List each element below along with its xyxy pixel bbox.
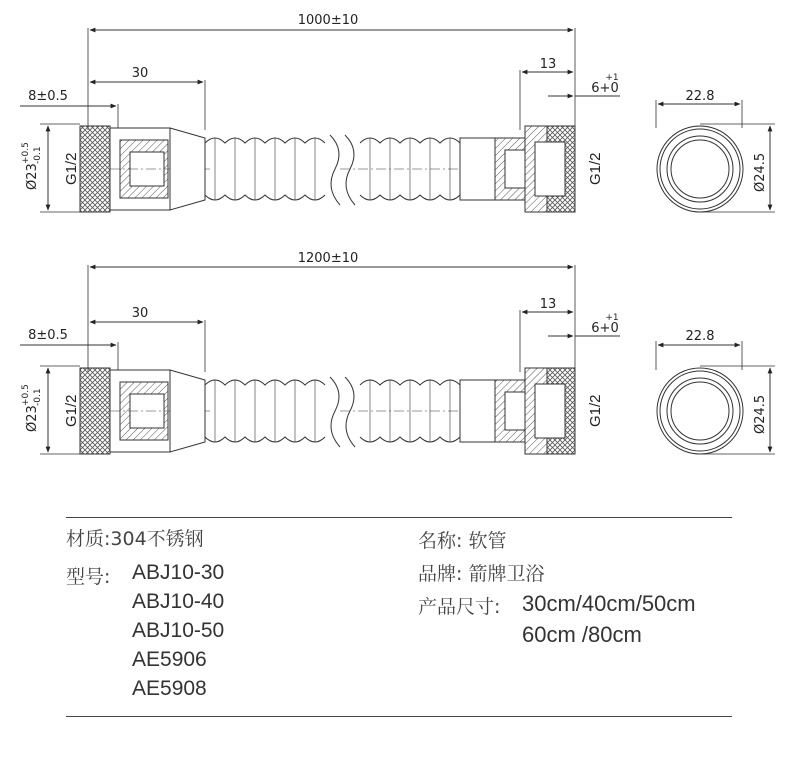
bottom-divider [66, 716, 732, 717]
thread-right-label-a: G1/2 [587, 152, 604, 185]
model-item-3: ABJ10-50 [132, 619, 225, 642]
end-width-label-a: 22.8 [685, 89, 715, 104]
name-value: 软管 [468, 530, 507, 552]
svg-text:-0.1: -0.1 [33, 388, 43, 406]
overall-length-label-b: 1200±10 [297, 251, 359, 266]
model-label: 型号: [66, 566, 111, 588]
hose-drawing-b [20, 265, 775, 454]
hex-length-label-a: 8±0.5 [28, 89, 68, 104]
brand-value: 箭牌卫浴 [468, 563, 545, 585]
end-diameter-label-a: Ø24.5 [753, 152, 768, 192]
nut-length-label-a: 13 [539, 57, 557, 72]
thread-left-label-a: G1/2 [63, 152, 80, 185]
tolerance-top-b: +1 [605, 313, 619, 323]
svg-text:Ø23: Ø23 [25, 405, 40, 432]
model-item-5: AE5908 [132, 677, 207, 700]
diameter-label-a [21, 142, 43, 190]
diameter-label-b [21, 384, 43, 432]
svg-text:+0.5: +0.5 [21, 142, 31, 164]
model-item-4: AE5906 [132, 648, 207, 671]
name-label: 名称: [418, 530, 463, 552]
svg-text:-0.1: -0.1 [33, 146, 43, 164]
thread-left-label-b: G1/2 [63, 394, 80, 427]
thread-right-label-b: G1/2 [587, 394, 604, 427]
svg-text:+0.5: +0.5 [21, 384, 31, 406]
hex-length-label-b: 8±0.5 [28, 328, 68, 343]
tolerance-top-a: +1 [605, 73, 619, 83]
overall-length-label-a: 1000±10 [297, 13, 359, 28]
brand-label: 品牌: [418, 563, 463, 585]
fitting-length-label-a: 30 [131, 66, 149, 81]
nut-length-label-b: 13 [539, 297, 557, 312]
brand-row [418, 559, 544, 586]
model-item-2: ABJ10-40 [132, 590, 225, 613]
model-item-1: ABJ10-30 [132, 561, 225, 584]
svg-text:Ø23: Ø23 [25, 163, 40, 190]
end-diameter-label-b: Ø24.5 [753, 394, 768, 434]
sizes-line-2: 60cm /80cm [522, 622, 642, 647]
end-width-label-b: 22.8 [685, 329, 715, 344]
size-label: 产品尺寸: [418, 596, 501, 618]
name-row [418, 526, 506, 553]
top-divider [66, 517, 732, 518]
material-row [66, 524, 204, 551]
tolerance-bottom-a: 6+0 [591, 81, 619, 96]
fitting-length-label-b: 30 [131, 306, 149, 321]
material-value: 304不锈钢 [110, 528, 204, 550]
tolerance-bottom-b: 6+0 [591, 321, 619, 336]
material-label: 材质: [66, 528, 111, 550]
sizes-line-1: 30cm/40cm/50cm [522, 591, 696, 616]
hose-drawing-a [20, 28, 775, 212]
